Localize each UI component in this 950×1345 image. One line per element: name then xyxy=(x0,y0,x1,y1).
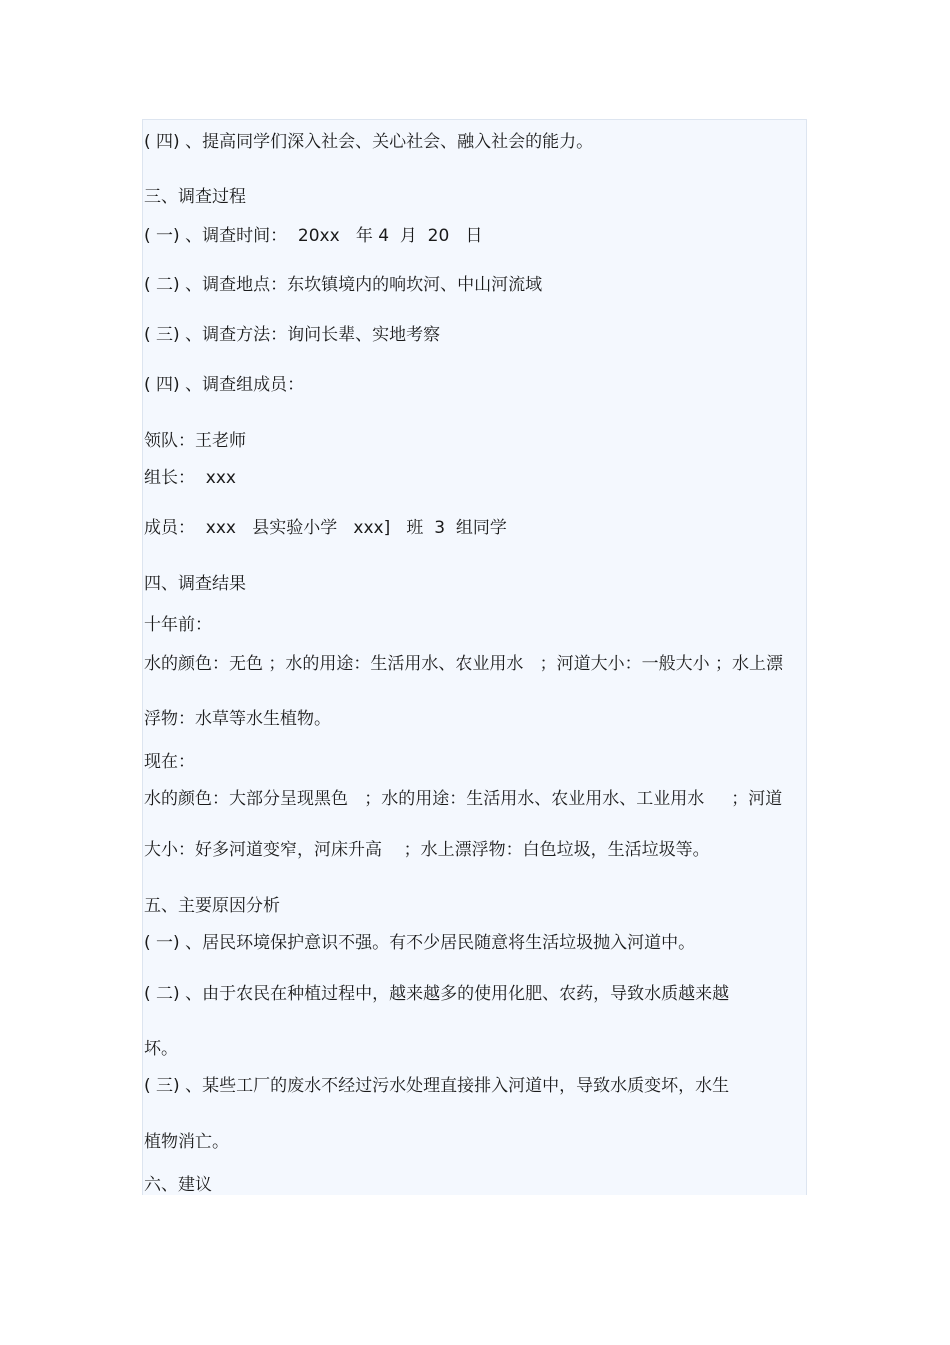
text-line: ( 三) 、某些工厂的废水不经过污水处理直接排入河道中，导致水质变坏，水生 xyxy=(144,1076,730,1096)
text-line: ( 三) 、调查方法：询问长辈、实地考察 xyxy=(144,325,441,345)
text-line: 现在： xyxy=(144,752,195,772)
text-line: 领队：王老师 xyxy=(144,431,246,451)
text-line: 坏。 xyxy=(144,1039,178,1059)
text-line: 成员： xxx 县实验小学 xxx] 班 3 组同学 xyxy=(144,518,507,538)
text-line: ( 一) 、调查时间： 20xx 年 4 月 20 日 xyxy=(144,226,483,246)
section-heading: 四、调查结果 xyxy=(144,574,246,594)
text-line: 植物消亡。 xyxy=(144,1132,229,1152)
text-line: 水的颜色：大部分呈现黑色 ；水的用途：生活用水、农业用水、工业用水 ；河道 xyxy=(144,789,783,809)
text-line: ( 二) 、调查地点：东坎镇境内的响坎河、中山河流域 xyxy=(144,275,543,295)
text-line: ( 四) 、调查组成员： xyxy=(144,375,305,395)
text-line: ( 一) 、居民环境保护意识不强。有不少居民随意将生活垃圾抛入河道中。 xyxy=(144,933,696,953)
text-line: 组长： xxx xyxy=(144,468,236,488)
section-heading: 五、主要原因分析 xyxy=(144,896,280,916)
section-heading: 三、调查过程 xyxy=(144,187,246,207)
text-line: 大小：好多河道变窄，河床升高 ；水上漂浮物：白色垃圾，生活垃圾等。 xyxy=(144,840,710,860)
text-line: ( 四) 、提高同学们深入社会、关心社会、融入社会的能力。 xyxy=(144,132,594,152)
text-line: ( 二) 、由于农民在种植过程中，越来越多的使用化肥、农药，导致水质越来越 xyxy=(144,984,730,1004)
text-line: 水的颜色：无色 ；水的用途：生活用水、农业用水 ；河道大小：一般大小 ；水上漂 xyxy=(144,654,784,674)
section-heading: 六、建议 xyxy=(144,1175,212,1195)
text-line: 浮物：水草等水生植物。 xyxy=(144,709,331,729)
text-line: 十年前： xyxy=(144,615,212,635)
